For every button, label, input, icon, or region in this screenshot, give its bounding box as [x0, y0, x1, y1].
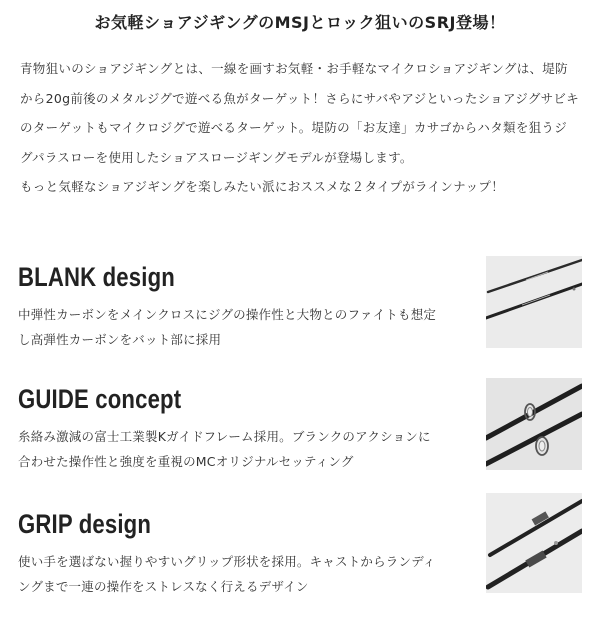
section-description [18, 549, 473, 599]
section-description [18, 302, 473, 352]
rod-guide-photo [486, 378, 582, 470]
intro-text [20, 54, 580, 202]
blank-design-section [0, 262, 600, 382]
intro-line: のターゲットもマイクロジグで遊べるターゲット。堤防の「お友達」カサゴからハタ類を狙うジ [20, 120, 568, 135]
section-title: BLANK design [18, 262, 175, 292]
section-title: GRIP design [18, 509, 152, 539]
intro-line: 青物狙いのショアジギングとは、一線を画すお気軽・お手軽なマイクロショアジギングは、堤防 [20, 61, 568, 76]
rod-blank-photo [486, 256, 582, 348]
description-line: し高弾性カーボンをバット部に採用 [18, 332, 222, 347]
rod-grip-photo [486, 493, 582, 593]
description-line: ングまで一連の操作をストレスなく行えるデザイン [18, 579, 309, 594]
guide-concept-section [0, 384, 600, 504]
section-description [18, 424, 473, 474]
intro-line: もっと気軽なショアジギングを楽しみたい派におススメな２タイプがラインナップ！ [20, 179, 505, 194]
section-title: GUIDE concept [18, 384, 182, 414]
page-headline: お気軽ショアジギングのMSJとロック狙いのSRJ登場！ [94, 13, 506, 32]
description-line: 糸絡み激減の富士工業製Kガイドフレーム採用。ブランクのアクションに [18, 429, 431, 444]
description-line: 中弾性カーボンをメインクロスにジグの操作性と大物とのファイトも想定 [18, 307, 437, 322]
description-line: 合わせた操作性と強度を重視のMCオリジナルセッティング [18, 454, 354, 469]
intro-line: から20g前後のメタルジグで遊べる魚がターゲット！さらにサバやアジといったショアジグサビキ [20, 90, 580, 106]
description-line: 使い手を選ばない握りやすいグリップ形状を採用。キャストからランディ [18, 554, 436, 569]
intro-line: グパラスローを使用したショアスロージギングモデルが登場します。 [20, 149, 413, 165]
grip-design-section [0, 509, 600, 629]
